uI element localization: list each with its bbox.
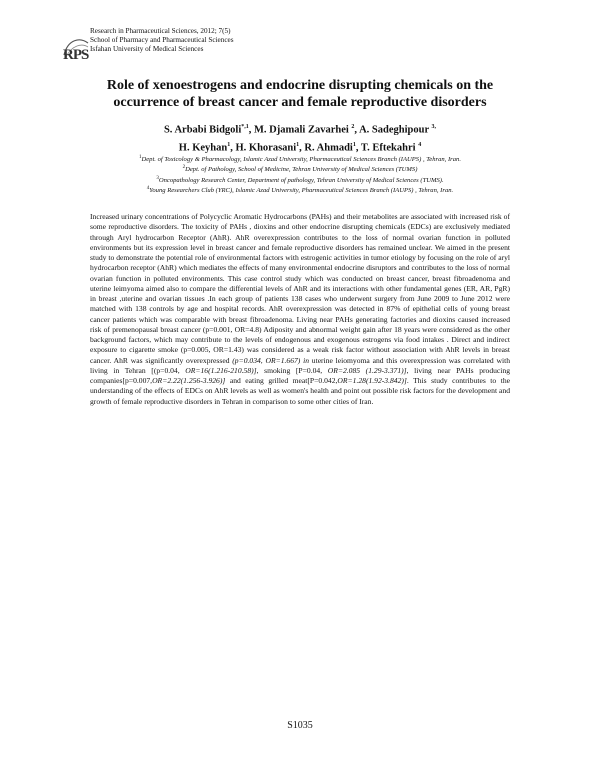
abstract-italic: OR=2.22(1.256-3.926)] <box>152 376 226 385</box>
abstract <box>90 212 510 407</box>
affiliation-text: Dept. of Pathology, School of Medicine, Tehran University of Medical Sciences (TUMS) <box>185 166 418 174</box>
author-sup: 1 <box>352 142 356 148</box>
author-sup: 1 <box>227 142 231 148</box>
author-name: , H. Khorasani <box>230 142 297 154</box>
title-line: Role of xenoestrogens and endocrine disrupting chemicals on the <box>106 78 494 93</box>
journal-logo <box>62 35 90 61</box>
journal-info <box>90 27 234 55</box>
abstract-italic: (p=0.034, OR=1.667) in <box>232 355 310 365</box>
affiliation-sup: 4 <box>146 186 150 192</box>
author-sup: 3, <box>431 124 437 130</box>
affiliation <box>40 154 560 164</box>
abstract-text: and eating grilled meat[P=0.042, <box>225 376 338 385</box>
author-name: S. Arbabi Bidgoli <box>163 124 242 136</box>
abstract-italic: OR=1.28(1.92-3.842)] <box>337 376 407 385</box>
paper-title <box>40 78 560 111</box>
author-list <box>40 120 560 156</box>
affiliation <box>40 175 560 185</box>
abstract-paragraph <box>90 212 510 407</box>
abstract-text: , living near PAHs producing companies[p=0.007, <box>90 365 510 385</box>
abstract-text: . This study contributes to the understanding of the effects of EDCs on AhR levels as well as women's health and point out possible risk factors for the development and growth of female reproductive disorders in Tehran in comparison to some other cities of Iran. <box>90 376 510 406</box>
author-line <box>40 120 560 138</box>
author-sup: 1 <box>296 142 300 148</box>
abstract-italic: OR=16(1.216-210.58)] <box>185 365 257 375</box>
affiliation-sup: 2 <box>182 165 186 171</box>
journal-line: Isfahan University of Medical Sciences <box>90 45 204 54</box>
abstract-text: , smoking [P=0.04, <box>256 365 328 375</box>
affiliation-text: Oncopathology Research Center, Department of pathology, Tehran University of Medical Sciences (TUMS). <box>158 177 444 185</box>
author-sup: 2 <box>351 124 355 130</box>
author-name: , A. Sadeghipour <box>354 124 432 136</box>
affiliation <box>40 164 560 174</box>
journal-line: School of Pharmacy and Pharmaceutical Sciences <box>90 36 234 45</box>
affiliation-text: Dept. of Toxicology & Pharmacology, Islamic Azad University, Pharmaceutical Sciences Branch (IAUPS) , Tehran, Iran. <box>141 156 461 164</box>
author-sup: 4 <box>418 142 422 148</box>
author-name: , T. Eftekahri <box>355 142 419 154</box>
affiliation <box>40 185 560 195</box>
author-sup: *,1 <box>241 124 249 130</box>
affiliations <box>40 154 560 196</box>
author-name: , R. Ahmadi <box>299 142 353 154</box>
author-name: , M. Djamali Zavarhei <box>248 124 352 136</box>
affiliation-sup: 3 <box>156 175 159 181</box>
author-name: H. Keyhan <box>178 142 228 154</box>
page-number: S1035 <box>287 720 313 731</box>
abstract-italic: OR=2.085 (1.29-3.371)] <box>327 365 407 375</box>
affiliation-text: Young Researchers Club (YRC), Islamic Azad University, Pharmaceutical Sciences Branch (IAUPS) , Tehran, Iran. <box>149 187 454 195</box>
affiliation-sup: 1 <box>138 155 142 160</box>
abstract-text: uterine leiomyoma and this overexpression was correlated with living in Tehran [(p=0.04, <box>90 355 510 375</box>
journal-line: Research in Pharmaceutical Sciences, 2012; 7(5) <box>90 27 231 35</box>
abstract-text: Increased urinary concentrations of Polycyclic Aromatic Hydrocarbons (PAHs) and their metabolites are associated with increased risk of some reproductive disorders. The toxicity of PAHs , dioxins and other endocrine disrupting chemicals (EDCs) are exclusively mediated through Aryl hydrocarbon Receptor (AhR). AhR overexpression contributes to the loss of normal ovarian function in polluted environments but its expression level in breast cancer and female reproductive disorders has remained unclear. We aimed in the present study to demonstrate the potential role of environmental factors with estrogenic activities in tumor etiology by focusing on the role of aryl hydrocarbon receptor (AhR) which mediates the effects of many environmental endocrine disruptors and contributes to the loss of normal ovarian function in polluted environments. This case control study which was conducted on breast cancer, breast fibroadenoma and uterine leimyoma aimed also to compare the differential levels of AhR and its interactions with other fundamental genes (ER, AR, PgR) in breast ,uterine and ovarian tissues .In each group of patients 138 cases who underwent surgery from June 2009 to June 2012 were matched with 138 controls by age and hospital records. AhR overexpression was detected in 87% of epithelial cells of young breast cancer patients which was comparable with breast fibroadenoma. Living near PAHs generating factories and dioxins caused increased risk of premenopausal breast cancer (p=0.001, OR=4.8) Adiposity and abnormal weight gain after 18 years were considered as the other background factors, which may contribute to the levels of endogenous and exogenous estrogens via food intakes . Direct and indirect exposure to cigarette smoke (p=0.005, OR=1.43) was considered as a weak risk factor without association with AhR levels in breast cancer. AhR was significantly overexpressed <box>90 212 510 365</box>
title-line: occurrence of breast cancer and female reproductive disorders <box>113 94 487 110</box>
logo-text: RPS <box>63 47 89 63</box>
